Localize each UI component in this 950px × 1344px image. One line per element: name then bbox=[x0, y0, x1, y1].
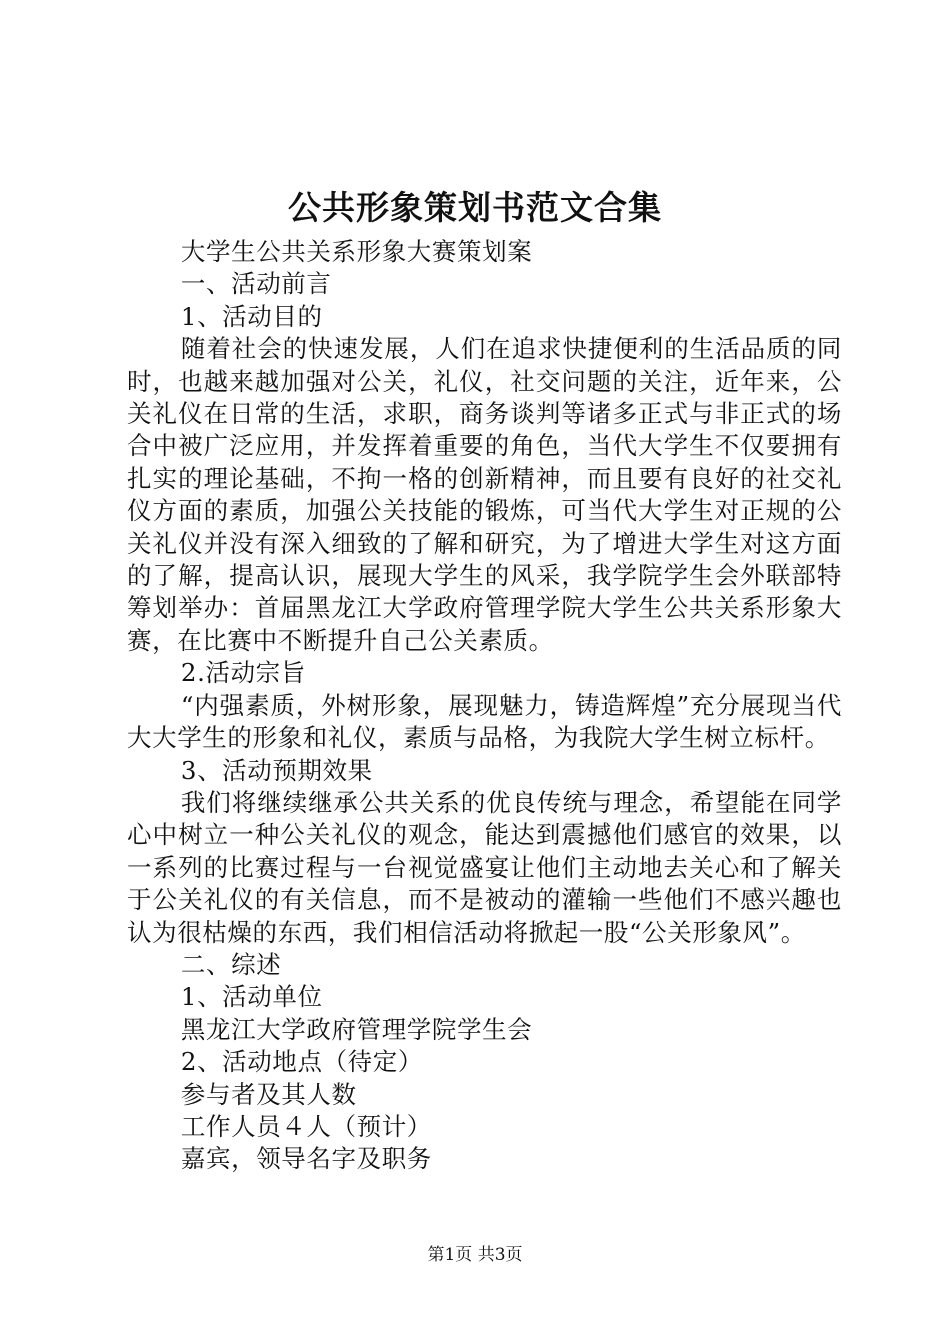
paragraph-participants: 参与者及其人数 bbox=[180, 1079, 357, 1109]
paragraph-staff: 工作人员４人（预计） bbox=[180, 1111, 432, 1141]
paragraph-subtitle: 大学生公共关系形象大赛策划案 bbox=[180, 237, 533, 266]
page-footer: 第1页 共3页 bbox=[427, 1245, 523, 1265]
paragraph-activity-unit: 黑龙江大学政府管理学院学生会 bbox=[180, 1014, 533, 1044]
paragraph-activity-purpose: 随着社会的快速发展，人们在追求快捷便利的生活品质的同时，也越来越加强对公关，礼仪，社交问题的关注，近年来，公关礼仪在日常的生活，求职，商务谈判等诸多正式与非正式的场合中被广泛应用，并发挥着重要的角色，当代大学生不仅要拥有扎实的理论基础，不拘一格的创新精神，而且要有良好的社交礼仪方面的素质，加强公关技能的锻炼，可当代大学生对正规的公关礼仪并没有深入细致的了解和研究，为了增进大学生对这方面的了解，提高认识，展现大学生的风采，我学院学生会外联部特筹划举办：首届黑龙江大学政府管理学院大学生公共关系形象大赛，在比赛中不断提升自己公关素质。 bbox=[127, 334, 842, 655]
heading-expected-effect: 3、活动预期效果 bbox=[180, 755, 373, 785]
paragraph-activity-tenet: “内强素质，外树形象，展现魅力，铸造辉煌”充分展现当代大大学生的形象和礼仪，素质与品格，为我院大学生树立标杆。 bbox=[127, 690, 842, 753]
document-title: 公共形象策划书范文合集 bbox=[288, 188, 662, 227]
paragraph-guests: 嘉宾，领导名字及职务 bbox=[180, 1144, 432, 1174]
heading-activity-location: 2、活动地点（待定） bbox=[180, 1047, 423, 1077]
heading-activity-tenet: 2.活动宗旨 bbox=[180, 658, 306, 688]
heading-section-1: 一、活动前言 bbox=[180, 269, 332, 299]
heading-activity-unit: 1、活动单位 bbox=[180, 982, 323, 1012]
heading-activity-purpose: 1、活动目的 bbox=[180, 301, 323, 331]
document-body bbox=[127, 236, 842, 1176]
heading-section-2: 二、综述 bbox=[180, 949, 282, 979]
paragraph-expected-effect: 我们将继续继承公共关系的优良传统与理念，希望能在同学心中树立一种公关礼仪的观念，能达到震撼他们感官的效果，以一系列的比赛过程与一台视觉盛宴让他们主动地去关心和了解关于公关礼仪的有关信息，而不是被动的灌输一些他们不感兴趣也认为很枯燥的东西，我们相信活动将掀起一股“公关形象风”。 bbox=[127, 787, 842, 947]
